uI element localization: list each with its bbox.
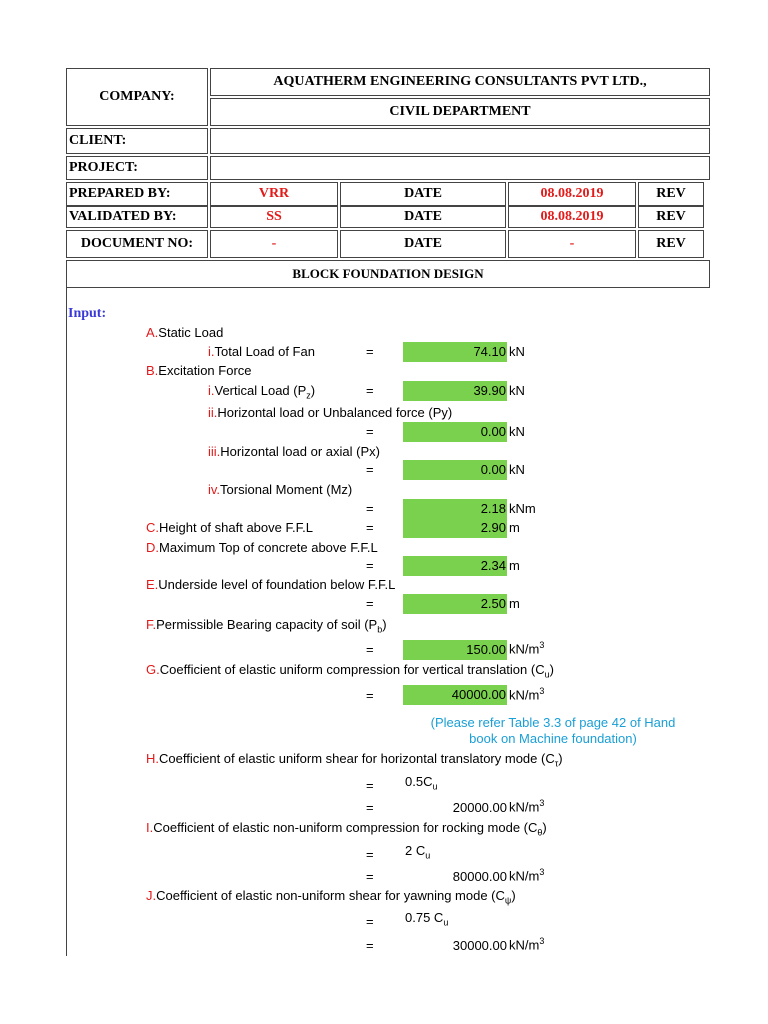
item-b-label: B.Excitation Force [146, 363, 252, 378]
left-border [66, 288, 67, 956]
h-formula: $0.5C_u$ [405, 774, 438, 792]
date-label: DATE [340, 206, 506, 228]
document-no-label: DOCUMENT NO: [66, 230, 208, 258]
rev-label: REV [638, 230, 704, 258]
yawing-coefficient-value: 30000.00 [452, 938, 507, 953]
equals-sign: = [366, 462, 374, 477]
unit-label: kN [509, 344, 525, 359]
item-b2-label: ii.Horizontal load or Unbalanced force (Py) [208, 405, 453, 420]
client-value [210, 128, 710, 154]
equals-sign: = [366, 938, 374, 953]
bearing-capacity-input[interactable]: 150.00 [403, 640, 507, 660]
equals-sign: = [366, 800, 374, 815]
equals-sign: = [366, 558, 374, 573]
prepared-by-label: PREPARED BY: [66, 182, 208, 206]
foundation-level-input[interactable]: 2.50 [403, 594, 507, 614]
equals-sign: = [366, 642, 374, 657]
equals-sign: = [366, 501, 374, 516]
prepared-by-value: VRR [210, 182, 338, 206]
unit-label: kN [509, 462, 525, 477]
project-label: PROJECT: [66, 156, 208, 180]
concrete-top-input[interactable]: 2.34 [403, 556, 507, 576]
unit-label: $kN/m^3$ [509, 686, 545, 703]
unit-label: kN [509, 383, 525, 398]
company-label: COMPANY: [66, 68, 208, 126]
equals-sign: = [366, 596, 374, 611]
equals-sign: = [366, 424, 374, 439]
item-b3-label: iii.Horizontal load or axial (Px) [208, 444, 380, 459]
rev-label: REV [638, 206, 704, 228]
validated-by-label: VALIDATED BY: [66, 206, 208, 228]
item-e-label: E.Underside level of foundation below F.F.L [146, 577, 396, 592]
equals-sign: = [366, 914, 374, 929]
unit-label: $kN/m^3$ [509, 798, 545, 815]
reference-note: (Please refer Table 3.3 of page 42 of Hand book on Machine foundation) [430, 715, 676, 746]
equals-sign: = [366, 778, 374, 793]
validated-date-value: 08.08.2019 [508, 206, 636, 228]
unit-label: $kN/m^3$ [509, 867, 545, 884]
i-formula: 2 $C_u$ [405, 843, 431, 861]
item-c-label: C.Height of shaft above F.F.L [146, 520, 313, 535]
unit-label: kN [509, 424, 525, 439]
unit-label: kNm [509, 501, 536, 516]
document-date-value: - [508, 230, 636, 258]
item-a1-label: i.Total Load of Fan [208, 344, 315, 359]
document-no-value: - [210, 230, 338, 258]
equals-sign: = [366, 520, 374, 535]
date-label: DATE [340, 182, 506, 206]
equals-sign: = [366, 344, 374, 359]
equals-sign: = [366, 383, 374, 398]
torsional-moment-input[interactable]: 2.18 [403, 499, 507, 519]
date-label: DATE [340, 230, 506, 258]
j-formula: 0.75 $C_u$ [405, 910, 449, 928]
total-load-input[interactable]: 74.10 [403, 342, 507, 362]
item-j-label: J.Coefficient of elastic non-uniform shear for yawning mode $(C_\psi)$ [146, 888, 516, 906]
shaft-height-input[interactable]: 2.90 [403, 518, 507, 538]
rev-label: REV [638, 182, 704, 206]
horizontal-load-px-input[interactable]: 0.00 [403, 460, 507, 480]
item-d-label: D.Maximum Top of concrete above F.F.L [146, 540, 378, 555]
equals-sign: = [366, 869, 374, 884]
equals-sign: = [366, 847, 374, 862]
elastic-compression-input[interactable]: 40000.00 [403, 685, 507, 705]
item-b1-label: i.Vertical Load $(P_z)$ [208, 383, 316, 401]
vertical-load-input[interactable]: 39.90 [403, 381, 507, 401]
equals-sign: = [366, 688, 374, 703]
item-a-label: A.Static Load [146, 325, 224, 340]
item-i-label: I.Coefficient of elastic non-uniform compression for rocking mode $(C_\theta)$ [146, 820, 547, 838]
item-b4-label: iv.Torsional Moment (Mz) [208, 482, 353, 497]
unit-label: $kN/m^3$ [509, 936, 545, 953]
input-heading: Input: [68, 306, 107, 321]
company-name: AQUATHERM ENGINEERING CONSULTANTS PVT LTD., [210, 68, 710, 96]
rocking-coefficient-value: 80000.00 [452, 869, 507, 884]
validated-by-value: SS [210, 206, 338, 228]
unit-label: m [509, 558, 520, 573]
prepared-date-value: 08.08.2019 [508, 182, 636, 206]
department-name: CIVIL DEPARTMENT [210, 98, 710, 126]
client-label: CLIENT: [66, 128, 208, 154]
horizontal-load-py-input[interactable]: 0.00 [403, 422, 507, 442]
unit-label: m [509, 520, 520, 535]
shear-coefficient-value: 20000.00 [452, 800, 507, 815]
unit-label: m [509, 596, 520, 611]
unit-label: $kN/m^3$ [509, 640, 545, 657]
item-h-label: H.Coefficient of elastic uniform shear for horizontal translatory mode $(C_\tau)$ [146, 751, 563, 769]
item-f-label: F.Permissible Bearing capacity of soil $(P_b)$ [146, 617, 387, 635]
page-title: BLOCK FOUNDATION DESIGN [66, 260, 710, 288]
item-g-label: G.Coefficient of elastic uniform compression for vertical translation $(C_u)$ [146, 662, 554, 680]
project-value [210, 156, 710, 180]
